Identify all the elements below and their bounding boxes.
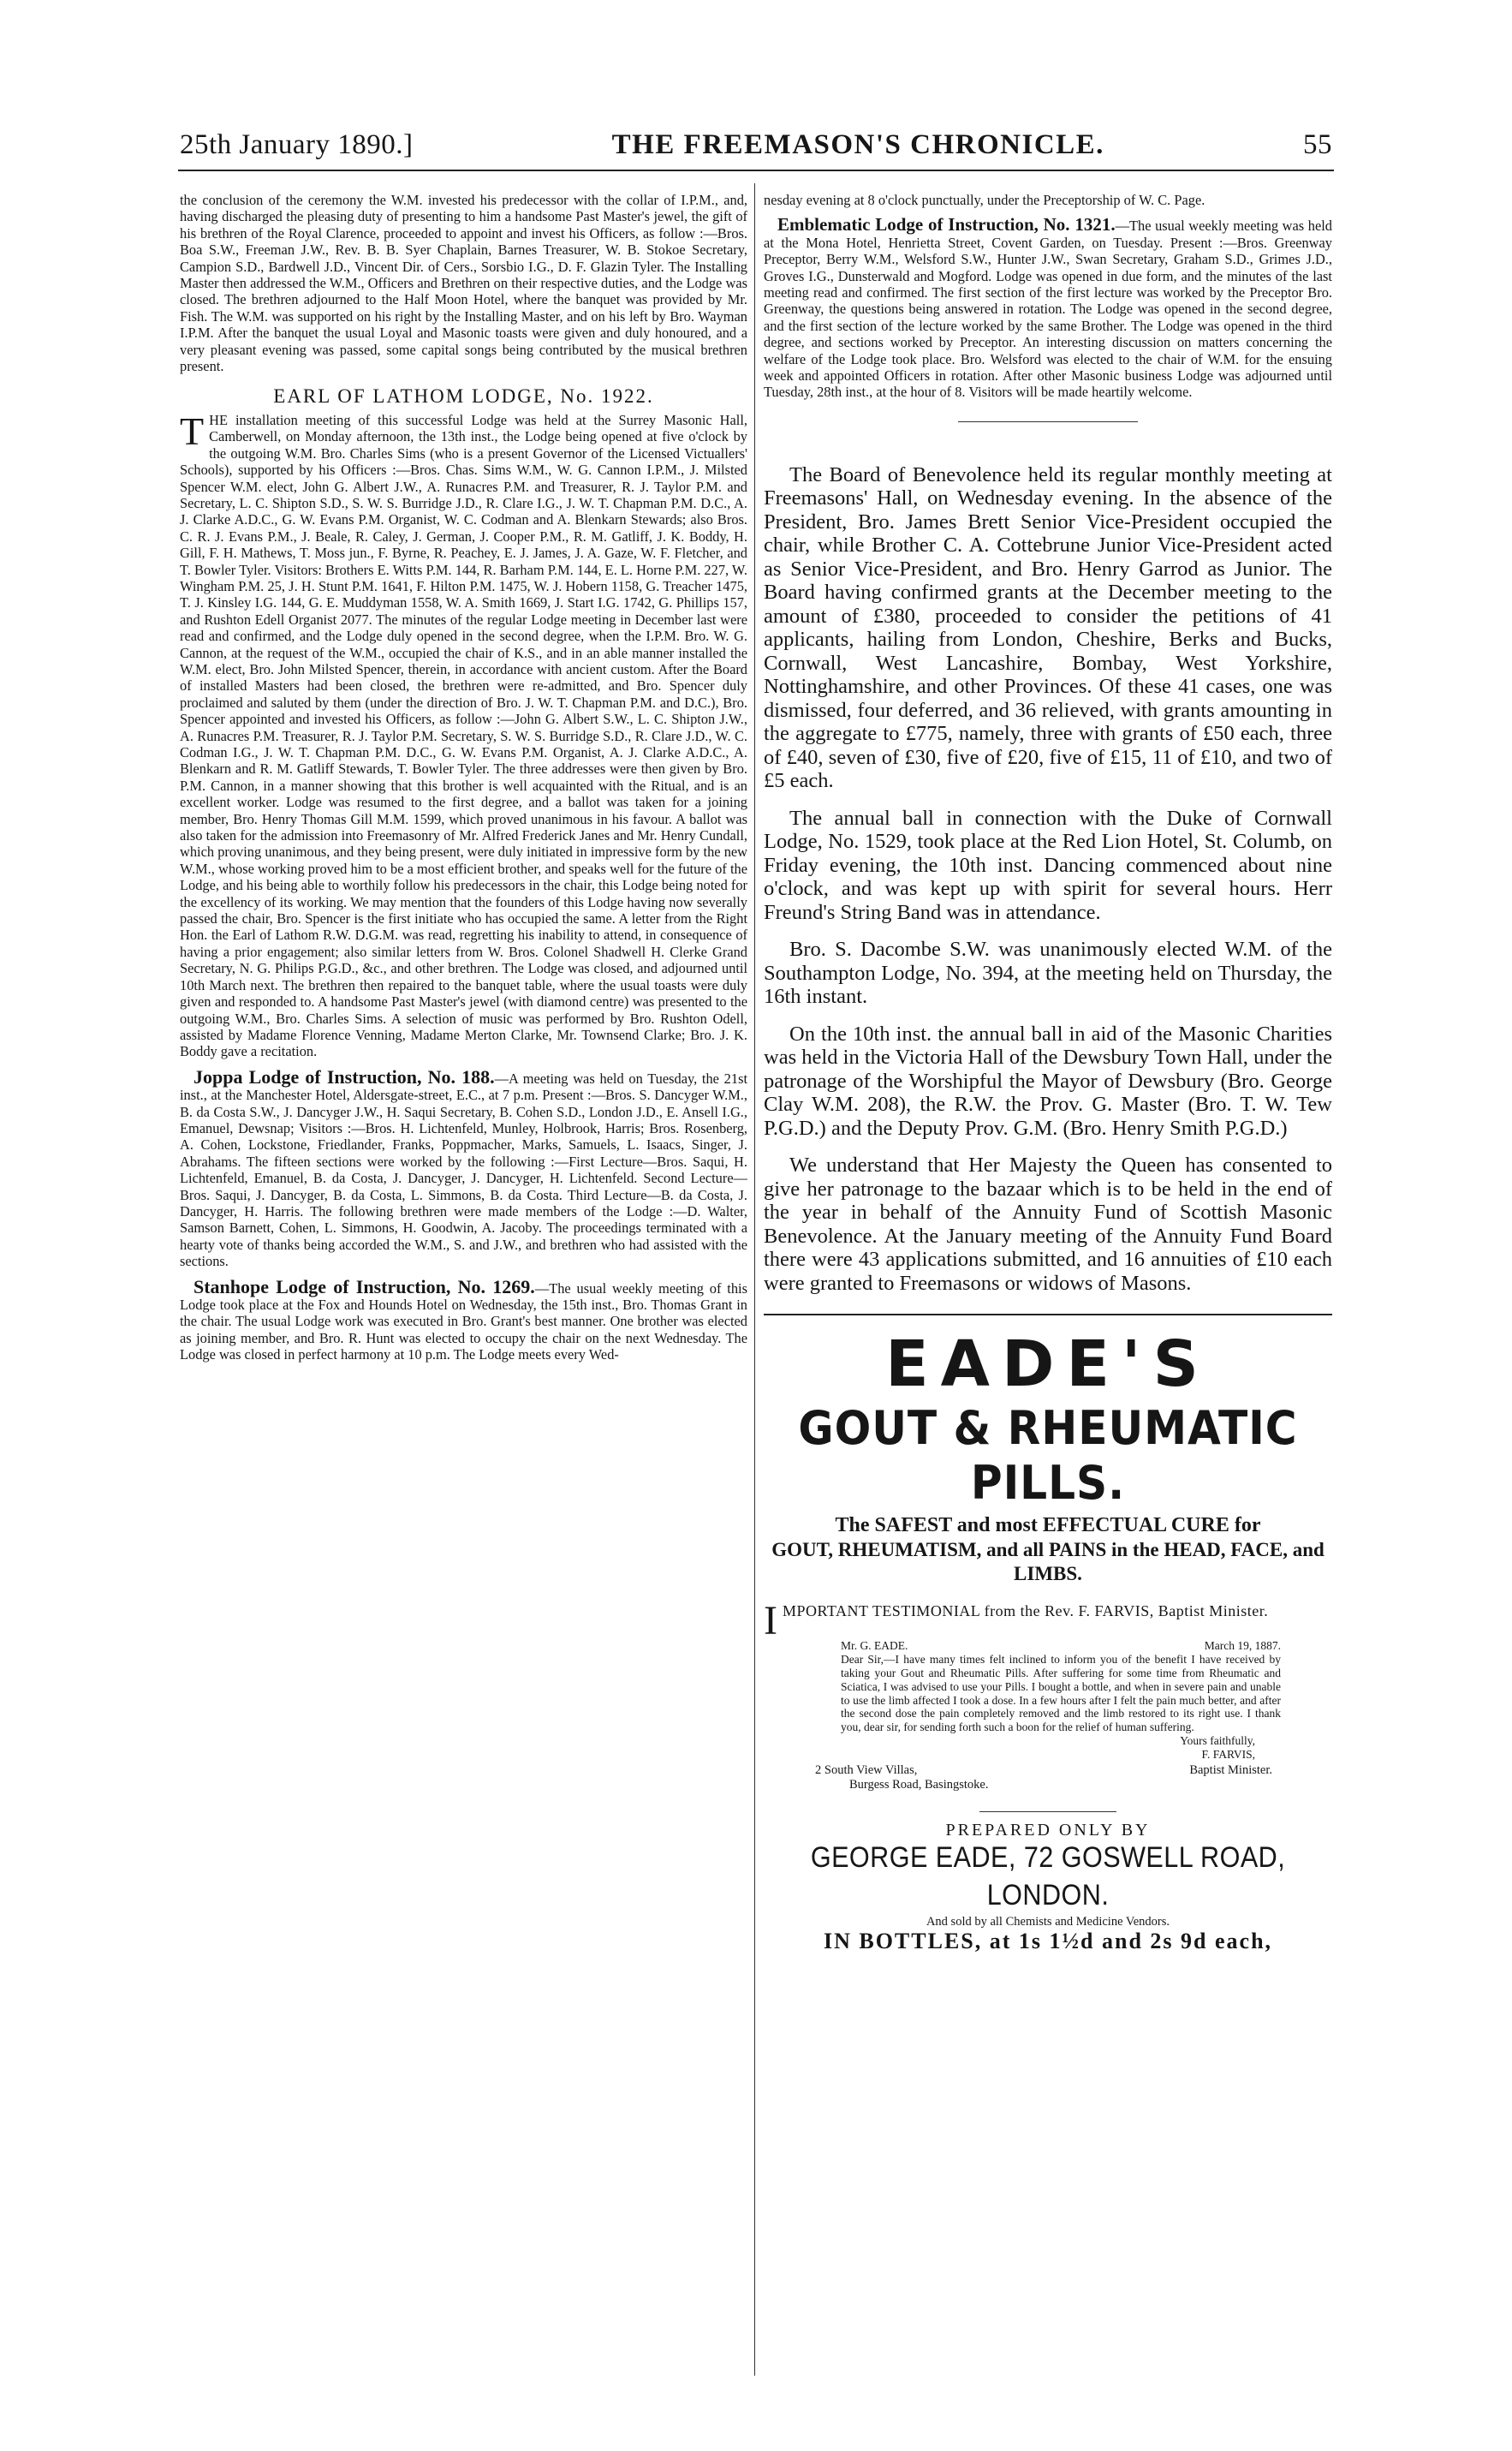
letter-address [764,1763,1332,1792]
letter-author-title: Baptist Minister. [1189,1762,1272,1777]
drop-cap: T [180,408,205,453]
dacombe-election-note: Bro. S. Dacombe S.W. was unanimously elected W.M. of the Southampton Lodge, No. 394, at the meeting held on Thursday, the 16th instant. [764,938,1332,1009]
sold-by-line: And sold by all Chemists and Medicine Vendors. [926,1914,1170,1929]
issue-date: 25th January 1890.] [180,129,414,160]
stanhope-lodge-body: —The usual weekly meeting of this Lodge took place at the Fox and Hounds Hotel on Wednesday, the 15th inst., Bro. Thomas Grant in the chair. The usual Lodge work was executed in Bro. Grant's best manner. One brother was elected as joining member, and Bro. R. Hunt was elected to occupy the chair on the next Wednesday. The Lodge was closed in perfect harmony at 10 p.m. The Lodge meets every Wed- [180,1279,747,1363]
letter-header [841,1639,1281,1653]
prepared-only-label: PREPARED ONLY BY [945,1820,1151,1840]
letter-body: Dear Sir,—I have many times felt inclined to inform you of the benefit I have received by taking your Gout and Rheumatic Pills. After suffering for some time from Rheumatic and Sciatica, I was advised to use your Pills. I bought a bottle, and when in severe pain and unable to use the limb affected I took a dose. In a few hours after I felt the pain much better, and after the second dose the pain completely removed and the limb restored to its right use. I thank you, dear sir, for sending forth such a boon for the relief of human suffering. [841,1653,1281,1734]
letter-salutation: Mr. G. EADE. [841,1639,908,1653]
stanhope-lodge-article [180,1275,747,1363]
stanhope-lodge-heading: Stanhope Lodge of Instruction, No. 1269. [193,1275,535,1297]
earl-of-lathom-article [180,408,747,1060]
page-header [180,113,1332,161]
letter-date: March 19, 1887. [1204,1639,1281,1653]
letter-address-line-2: Burgess Road, Basingstoke. [849,1777,989,1792]
article-continuation: the conclusion of the ceremony the W.M. invested his predecessor with the collar of I.P.M., and, having discharged the pleasing duty of presenting to him a handsome Past Master's jewel, the gift of his brethren of the Royal Clarence, proceeded to appoint and invest his Officers, as follow :—Bros. Boa S.W., Freeman J.W., Rev. B. B. Syer Chaplain, Barnes Treasurer, W. B. Stokoe Secretary, Campion S.D., Bardwell J.D., Vincent Dir. of Cers., Sorsbio I.G., D. F. Glazin Tyler. The Installing Master then addressed the W.M., Officers and Brethren on their respective duties, and the Lodge was closed. The brethren adjourned to the Half Moon Hotel, where the banquet was provided by Mr. Fish. The W.M. was supported on his right by the Installing Master, and on his left by Bro. Wayman I.P.M. After the banquet the usual Loyal and Masonic toasts were given and duly honoured, and a very pleasant evening was passed, some capital songs being contributed by the musical brethren present. [180,192,747,375]
column-divider [754,183,755,2376]
dewsbury-ball-note: On the 10th inst. the annual ball in aid of the Masonic Charities was held in the Victoria Hall of the Dewsbury Town Hall, under the patronage of the Worshipful the Mayor of Dewsbury (Bro. George Clay W.M. 208), the R.W. the Prov. G. Master (Bro. T. W. Tew P.G.D.) and the Deputy Prov. G.M. (Bro. Henry Smith P.G.D.) [764,1022,1332,1140]
ad-divider [979,1811,1116,1812]
ad-tagline-1: The SAFEST and most EFFECTUAL CURE for [835,1514,1261,1537]
emblematic-lodge-body: —The usual weekly meeting was held at the Mona Hotel, Henrietta Street, Covent Garden, on Tuesday. Present :—Bros. Greenway Preceptor, Berry W.M., Welsford S.W., Hunter J.W., Swan Secretary, Graham S.D., Grimes J.D., Groves I.G., Dunsterwald and Mogford. Lodge was opened in due form, and the minutes of the last meeting read and confirmed. The first section of the first lecture was worked by the Preceptor Bro. Greenway, the questions being answered in rotation. The Lodge was opened in the second degree, and the first section of the lecture worked by the same Brother. The Lodge was opened in the third degree, and sections worked by Preceptor. An interesting discussion on matters concerning the welfare of the Lodge took place. Bro. Welsford was elected to the chair of W.M. for the ensuing week and appointed Officers in rotation. After other Masonic business Lodge was adjourned until Tuesday, 28th inst., at the hour of 8. Visitors will be made heartily welcome. [764,218,1332,401]
maker-name-address: GEORGE EADE, 72 GOSWELL ROAD, LONDON. [810,1840,1286,1911]
header-divider [178,170,1334,171]
testimonial-heading: MPORTANT TESTIMONIAL from the Rev. F. FARVIS, Baptist Minister. [782,1602,1269,1620]
letter-signature: F. FARVIS, [1201,1747,1255,1761]
left-column [180,192,747,2367]
testimonial-drop-cap: I [764,1598,777,1644]
eades-pills-advertisement [764,1327,1332,1953]
testimonial [764,1598,1332,1644]
emblematic-lodge-article [764,214,1332,401]
earl-of-lathom-heading: EARL OF LATHOM LODGE, No. 1922. [273,385,654,408]
right-column [764,192,1332,2384]
ad-tagline-2: GOUT, RHEUMATISM, and all PAINS in the HEAD, FACE, and LIMBS. [771,1539,1324,1585]
price-line: IN BOTTLES, at 1s 1½d and 2s 9d each, [823,1928,1273,1953]
letter-close: Yours faithfully, [1180,1733,1255,1747]
benevolence-note: The Board of Benevolence held its regular monthly meeting at Freemasons' Hall, on Wednesday evening. In the absence of the President, Bro. James Brett Senior Vice-President occupied the chair, while Brother C. A. Cottebrune Junior Vice-President acted as Senior Vice-President, and Bro. Henry Garrod as Junior. The Board having confirmed grants at the December meeting to the amount of £380, proceeded to consider the petitions of 41 applicants, hailing from London, Cheshire, Berks and Bucks, Cornwall, West Lancashire, Bombay, West Yorkshire, Nottinghamshire, and other Provinces. Of these 41 cases, one was dismissed, four deferred, and 36 relieved, with grants amounting in the aggregate to £775, namely, three with grants of £50 each, three of £40, seven of £30, five of £20, five of £15, 11 of £10, and two of £5 each. [764,462,1332,793]
joppa-lodge-body: —A meeting was held on Tuesday, the 21st inst., at the Manchester Hotel, Aldersgate-street, E.C., at 7 p.m. Present :—Bros. S. Dancyger W.M., B. da Costa S.W., J. Dancyger J.W., H. Saqui Secretary, B. Cohen S.D., London J.D., E. Ansell I.G., Emanuel, Dewsnap; Visitors :—Bros. H. Lichtenfeld, Munley, Holbrook, Harris; Bros. Rosenberg, A. Cohen, Lockstone, Friedlander, Franks, Poppmacher, Marks, Samuels, L. Isaacs, Singer, J. Abrahams. The fifteen sections were worked by the following :—First Lecture—Bros. Saqui, H. Lichtenfeld, Emanuel, B. da Costa, J. Dancyger, J. Dancyger, H. Lichtenfeld. Second Lecture—Bros. Saqui, J. Dancyger, B. da Costa, L. Simmons, B. da Costa. Third Lecture—B. da Costa, J. Dancyger, H. Harris. The following brethren were made members of the Lodge :—D. Walter, Samson Barnett, Cohen, L. Simmons, H. Goodwin, A. Jacoby. The proceedings terminated with a hearty vote of thanks being accorded the W.M., S. and J.W., and brethren who had assisted with the sections. [180,1070,747,1270]
article-continuation-right: nesday evening at 8 o'clock punctually, under the Preceptorship of W. C. Page. [764,192,1205,208]
page-number: 55 [1302,129,1332,160]
testimonial-letter [764,1639,1332,1761]
ad-brand-name: EADE'S [885,1327,1211,1402]
ad-product-name: GOUT & RHEUMATIC PILLS. [798,1401,1298,1511]
queen-patronage-note: We understand that Her Majesty the Queen has consented to give her patronage to the bazaar which is to be held in the end of the year in behalf of the Annuity Fund of Scottish Masonic Benevolence. At the January meeting of the Annuity Fund Board there were 43 applications submitted, and 16 annuities of £10 each were granted to Freemasons or widows of Masons. [764,1154,1332,1295]
emblematic-lodge-heading: Emblematic Lodge of Instruction, No. 1321. [777,214,1116,236]
joppa-lodge-heading: Joppa Lodge of Instruction, No. 188. [193,1065,495,1088]
publication-title: THE FREEMASON'S CHRONICLE. [611,129,1104,160]
section-divider [958,421,1138,422]
earl-of-lathom-body: HE installation meeting of this successful Lodge was held at the Surrey Masonic Hall, Camberwell, on Monday afternoon, the 13th inst., the Lodge being opened at five o'clock by the outgoing W.M. Bro. Charles Sims (who is a present Governor of the Licensed Victuallers' Schools), supported by his Officers :—Bros. Chas. Sims W.M., W. G. Cannon I.P.M., J. Milsted Spencer W.M. elect, John G. Albert J.W., A. Runacres P.M. and Treasurer, R. J. Taylor P.M. and Secretary, L. C. Shipton S.D., S. W. S. Burridge J.D., R. Clare I.G., J. W. T. Chapman P.M. D.C., A. J. Clarke A.D.C., G. W. Evans P.M. Organist, W. C. Codman and A. Blenkarn Stewards; also Bros. C. R. J. Evans P.M., J. Beale, R. Caley, J. German, J. Cooper P.M., R. M. Gatliff, J. K. Boddy, H. Gill, F. H. Mathews, T. Moss jun., F. Byrne, R. Peachey, E. J. James, J. A. Gaze, W. F. Fletcher, and T. Bowler Tyler. Visitors: Brothers E. Witts P.M. 144, R. Barham P.M. 144, E. L. Horne P.M. 227, W. Wingham P.M. 25, J. H. Stunt P.M. 1641, F. Hilton P.M. 1475, W. J. Hobern 1158, G. Treacher 1475, T. J. Kinsley I.G. 144, G. E. Muddyman 1558, W. A. Smith 1669, J. Start I.G. 1742, G. Phillips 157, and Rushton Edell Organist 2077. The minutes of the regular Lodge meeting in December last were read and confirmed, and the Lodge duly opened in the second degree, when the I.P.M. Bro. W. G. Cannon, at the request of the W.M., occupied the chair of K.S., and in an able manner installed the W.M. elect, Bro. John Milsted Spencer, therein, in accordance with ancient custom. After the Board of installed Masters had been closed, the brethren were re-admitted, and Bro. Spencer duly proclaimed and saluted by them (under the direction of Bro. J. W. T. Chapman P.M. and D.C.), Bro. Spencer appointed and invested his Officers, as follow :—John G. Albert S.W., L. C. Shipton J.W., A. Runacres P.M. Treasurer, R. J. Taylor P.M. Secretary, S. W. S. Burridge S.D., R. Clare J.D., W. C. Codman I.G., J. W. T. Chapman P.M. D.C., G. W. Evans P.M. Organist, A. J. Clarke A.D.C., A. Blenkarn and R. M. Gatliff Stewards, T. Bowler Tyler. The three addresses were then given by Bro. P.M. Cannon, in a manner showing that this brother is well acquainted with the Ritual, and is an excellent worker. Lodge was resumed to the first degree, and a ballot was taken for a joining member, Bro. Henry Thomas Gill M.M. 1599, which proved unanimous in his favour. A ballot was also taken for the admission into Freemasonry of Mr. Alfred Frederick Janes and Mr. Henry Cundall, which proving unanimous, and they being present, were duly initiated in impressive form by the new W.M., whose working proved him to be a most efficient brother, and speaks well for the future of the Lodge, and his being able to worthily follow his predecessors in the chair, this Lodge being noted for the excellency of its working. We may mention that the founders of this Lodge having now severally passed the chair, Bro. Spencer is the first initiate who has occupied the same. A letter from the Right Hon. the Earl of Lathom R.W. D.G.M. was read, regretting his inability to attend, in consequence of having a prior engagement; also similar letters from W. Bros. Colonel Shadwell H. Clerke Grand Secretary, N. G. Philips P.G.D., &c., and other brethren. The Lodge was closed, and adjourned until 10th March next. The brethren then repaired to the banquet table, where the usual toasts were duly given and responded to. A handsome Past Master's jewel (with diamond centre) was presented to the outgoing W.M., Bro. Charles Sims. A selection of music was performed by Bro. Rushton Odell, assisted by Madame Florence Venning, Madame Merton Clarke, Mr. Townsend Clarke; Bro. J. K. Boddy gave a recitation. [180,411,747,1060]
joppa-lodge-article [180,1065,747,1270]
letter-address-line-1: 2 South View Villas, [815,1762,918,1777]
cornwall-ball-note: The annual ball in connection with the Duke of Cornwall Lodge, No. 1529, took place at the Red Lion Hotel, St. Columb, on Friday evening, the 10th inst. Dancing commenced about nine o'clock, and was kept up with spirit for several hours. Herr Freund's String Band was in attendance. [764,806,1332,924]
advertisement-divider [764,1314,1332,1315]
